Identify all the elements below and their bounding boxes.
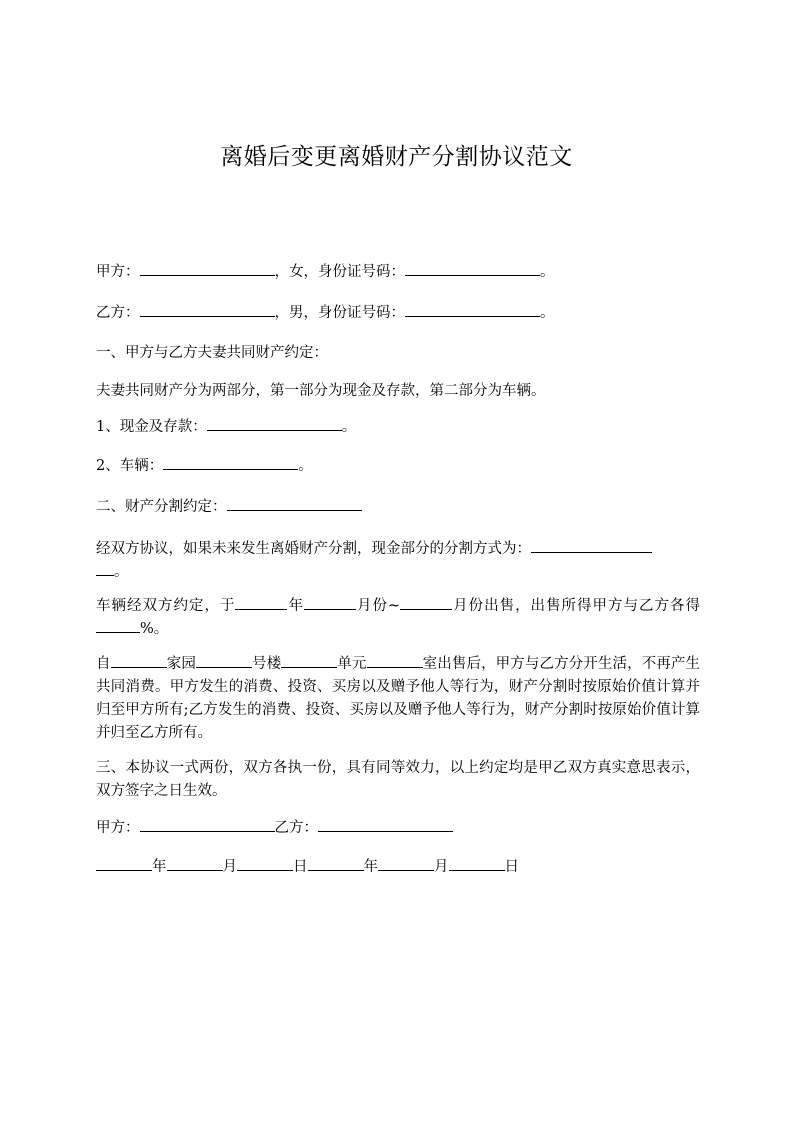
car-sale-month-from-blank[interactable] [304,595,356,610]
date-b-day-blank[interactable] [449,856,505,871]
vehicle-blank[interactable] [163,455,298,470]
party-b-gender: ，男，身份证号码： [274,305,405,321]
date-a-year-blank[interactable] [96,856,152,871]
section3-paragraph: 三、本协议一式两份，双方各执一份，具有同等效力，以上约定均是甲乙双方真实意思表示，双方签字之日生效。 [96,760,700,799]
date-a-month-blank[interactable] [167,856,223,871]
car-sale-year-blank[interactable] [235,595,287,610]
date-b-year-label: 年 [363,859,378,875]
signature-party-b-blank[interactable] [318,817,453,832]
date-b-year-blank[interactable] [308,856,364,871]
signature-date-line [96,856,700,879]
vehicle-label: 2、车辆： [96,458,164,474]
section2-heading-line [96,496,700,519]
cash-division-end: 。 [114,564,129,580]
date-b-month-blank[interactable] [378,856,434,871]
house-garden-blank[interactable] [111,653,167,668]
division-agreement-blank[interactable] [227,496,362,511]
cash-deposit-end: 。 [341,419,357,435]
car-sale-prefix: 车辆经双方约定，于 [96,598,236,614]
cash-division-paragraph [96,538,700,584]
cash-deposit-line [96,416,700,439]
cash-deposit-label: 1、现金及存款： [96,419,207,435]
signature-party-a-blank[interactable] [140,817,275,832]
house-prefix: 自 [96,656,111,672]
signature-party-a-label: 甲方： [96,820,140,836]
section1-heading: 一、甲方与乙方夫妻共同财产约定： [96,345,328,361]
cash-division-blank-cont[interactable] [96,561,114,576]
car-sale-percent-blank[interactable] [96,618,140,633]
party-a-gender: ，女，身份证号码： [274,264,405,280]
car-sale-month-from-label: 月份~ [355,598,401,614]
party-a-label: 甲方： [96,264,140,280]
signature-line [96,817,700,840]
document-title: 离婚后变更离婚财产分割协议范文 [220,144,573,170]
party-a-end: 。 [540,264,555,280]
house-unit-blank[interactable] [281,653,337,668]
party-b-name-blank[interactable] [140,302,275,317]
date-a-day-blank[interactable] [237,856,293,871]
car-sale-paragraph [96,595,700,641]
date-a-year-label: 年 [152,859,167,875]
house-building-label: 号楼 [251,656,282,672]
cash-division-text: 经双方协议，如果未来发生离婚财产分割，现金部分的分割方式为： [96,541,531,557]
section2-heading: 二、财产分割约定： [96,499,227,515]
house-sale-paragraph [96,653,700,745]
party-b-end: 。 [540,305,555,321]
party-b-line [96,302,700,325]
cash-deposit-blank[interactable] [207,416,342,431]
party-a-id-blank[interactable] [405,261,540,276]
house-garden-label: 家园 [166,656,196,672]
party-a-line [96,261,700,284]
vehicle-end: 。 [298,458,313,474]
house-unit-label: 单元 [337,656,367,672]
party-a-name-blank[interactable] [140,261,275,276]
signature-party-b-label: 乙方： [274,820,318,836]
section1-intro: 夫妻共同财产分为两部分，第一部分为现金及存款，第二部分为车辆。 [96,383,546,399]
house-rest-text: 室出售后，甲方与乙方分开生活，不再产生共同消费。甲方发生的消费、投资、买房以及赠予他人等行为，财产分割时按原始价值计算并归至甲方所有;乙方发生的消费、投资、买房以及赠予他人等行为，财产分割时按原始价值计算并归至乙方所有。 [96,656,701,741]
party-b-label: 乙方： [96,305,140,321]
date-a-month-label: 月 [222,859,237,875]
vehicle-line [96,455,700,478]
car-sale-year-label: 年 [287,598,304,614]
party-b-id-blank[interactable] [405,302,540,317]
date-a-day-label: 日 [293,859,308,875]
car-sale-month-to-blank[interactable] [400,595,452,610]
car-sale-month-to-label: 月份出售，出售所得甲方与乙方各得 [452,598,701,614]
date-b-month-label: 月 [434,859,449,875]
house-building-blank[interactable] [196,653,252,668]
date-b-day-label: 日 [504,859,519,875]
cash-division-blank[interactable] [531,538,652,553]
house-room-blank[interactable] [367,653,423,668]
car-sale-percent-label: %。 [140,621,169,637]
